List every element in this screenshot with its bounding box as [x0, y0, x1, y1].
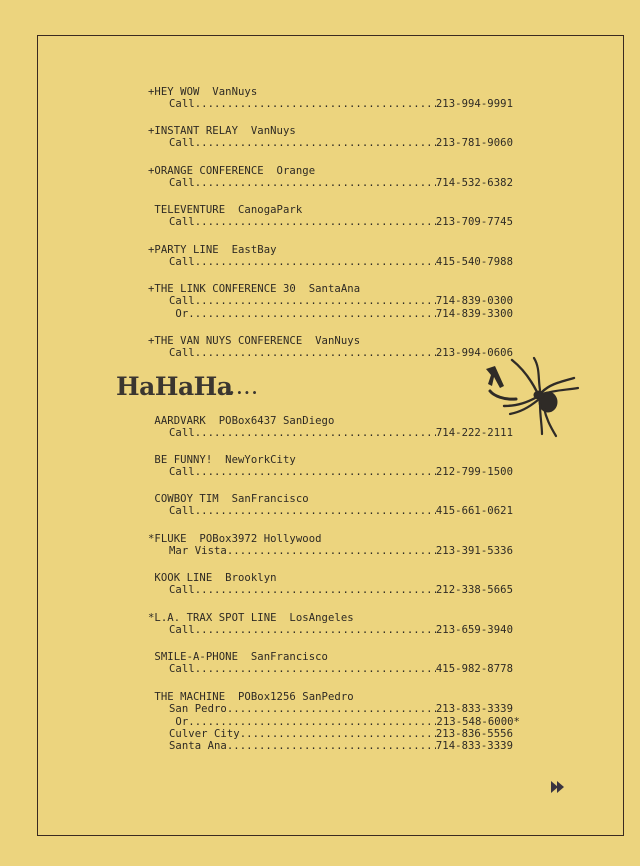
phone-line: [148, 177, 513, 189]
phone-number: 714-532-6382: [435, 177, 513, 190]
phone-line: [148, 308, 513, 320]
phone-label: Or: [169, 307, 189, 320]
phone-number: 213-659-3940: [435, 624, 513, 637]
entry-link-conference: [148, 283, 513, 320]
phone-line: [148, 584, 513, 596]
entry-orange-conference: [148, 165, 513, 190]
phone-line: [148, 545, 513, 557]
leader-dots: [195, 466, 436, 478]
leader-dots: [240, 728, 436, 740]
phone-number: 213-836-5556: [435, 727, 513, 740]
phone-line: [148, 256, 513, 268]
phone-number: 714-839-3300: [435, 307, 513, 320]
phone-label: Call: [169, 505, 195, 518]
phone-number: 714-839-0300: [435, 295, 513, 308]
phone-line: [148, 624, 513, 636]
phone-label: Call: [169, 256, 195, 269]
leader-dots: [195, 347, 436, 359]
phone-line: [148, 703, 513, 715]
phone-label: Call: [169, 347, 195, 360]
phone-number: 714-833-3339: [435, 740, 513, 753]
entry-title: +THE VAN NUYS CONFERENCE VanNuys: [148, 335, 361, 347]
entry-title: KOOK LINE Brooklyn: [148, 572, 277, 584]
phone-label: Culver City: [169, 727, 240, 740]
entry-title: +ORANGE CONFERENCE Orange: [148, 165, 316, 177]
phone-label: Call: [169, 177, 195, 190]
phone-number: 213-391-5336: [435, 545, 513, 558]
phone-line: [148, 347, 513, 359]
phone-label: Call: [169, 427, 195, 440]
phone-number: 213-548-6000*: [436, 715, 520, 728]
phone-number: 213-833-3339: [435, 703, 513, 716]
phone-line: [148, 716, 520, 728]
entry-party-line: [148, 244, 513, 269]
phone-number: 213-709-7745: [435, 216, 513, 229]
phone-label: Call: [169, 466, 195, 479]
entry-kook-line: [148, 572, 513, 597]
leader-dots: [195, 624, 436, 636]
entry-title: *FLUKE POBox3972 Hollywood: [148, 533, 322, 545]
leader-dots: [195, 216, 436, 228]
phone-label: San Pedro: [169, 703, 227, 716]
entry-title: TELEVENTURE CanogaPark: [148, 204, 303, 216]
entry-title: THE MACHINE POBox1256 SanPedro: [148, 691, 354, 703]
leader-dots: [195, 98, 436, 110]
entry-title: +HEY WOW VanNuys: [148, 86, 258, 98]
phone-number: 415-982-8778: [435, 663, 513, 676]
leader-dots: [195, 427, 436, 439]
phone-number: 213-994-0606: [435, 347, 513, 360]
phone-number: 212-799-1500: [435, 466, 513, 479]
phone-number: 415-661-0621: [435, 505, 513, 518]
entry-be-funny: [148, 454, 513, 479]
entry-the-machine: [148, 691, 520, 753]
entry-televenture: [148, 204, 513, 229]
phone-line: [148, 466, 513, 478]
leader-dots: [195, 137, 436, 149]
entry-van-nuys-conference: [148, 335, 513, 360]
phone-line: [148, 728, 513, 740]
phone-number: 415-540-7988: [435, 256, 513, 269]
entry-title: SMILE-A-PHONE SanFrancisco: [148, 651, 328, 663]
leader-dots: [188, 716, 436, 728]
entry-title: COWBOY TIM SanFrancisco: [148, 493, 309, 505]
phone-line: [148, 505, 513, 517]
entry-title: *L.A. TRAX SPOT LINE LosAngeles: [148, 612, 354, 624]
leader-dots: [195, 663, 436, 675]
entry-cowboy-tim: [148, 493, 513, 518]
phone-label: Call: [169, 624, 195, 637]
phone-label: Call: [169, 663, 195, 676]
entry-hey-wow: [148, 86, 513, 111]
phone-label: Or: [169, 715, 189, 728]
leader-dots: [227, 740, 436, 752]
entry-title: +PARTY LINE EastBay: [148, 244, 277, 256]
entry-title: BE FUNNY! NewYorkCity: [148, 454, 296, 466]
phone-line: [148, 98, 513, 110]
phone-line: [148, 427, 513, 439]
phone-number: 213-781-9060: [435, 137, 513, 150]
leader-dots: [195, 584, 436, 596]
phone-label: Call: [169, 216, 195, 229]
leader-dots: [195, 505, 436, 517]
entry-aardvark: [148, 415, 513, 440]
phone-number: 213-994-9991: [435, 98, 513, 111]
leader-dots: [227, 703, 436, 715]
entry-fluke: [148, 533, 513, 558]
fast-forward-icon[interactable]: [551, 781, 565, 793]
leader-dots: [188, 308, 436, 320]
phone-label: Call: [169, 584, 195, 597]
entry-title: +THE LINK CONFERENCE 30 SantaAna: [148, 283, 361, 295]
phone-label: Call: [169, 98, 195, 111]
leader-dots: [195, 177, 436, 189]
leader-dots: [195, 295, 436, 307]
phone-line: [148, 663, 513, 675]
phone-label: Call: [169, 137, 195, 150]
section-heading: HaHaHa: [116, 372, 233, 401]
leader-dots: [227, 545, 436, 557]
entry-la-trax: [148, 612, 513, 637]
phone-label: Santa Ana: [169, 740, 227, 753]
leader-dots: [195, 256, 436, 268]
phone-label: Call: [169, 295, 195, 308]
phone-number: 212-338-5665: [435, 584, 513, 597]
phone-number: 714-222-2111: [435, 427, 513, 440]
phone-line: [148, 740, 513, 752]
entry-instant-relay: [148, 125, 513, 150]
entry-smile-a-phone: [148, 651, 513, 676]
section-heading-dots: ....: [229, 379, 260, 398]
phone-line: [148, 137, 513, 149]
entry-title: +INSTANT RELAY VanNuys: [148, 125, 296, 137]
phone-label: Mar Vista: [169, 545, 227, 558]
phone-line: [148, 295, 513, 307]
entry-title: AARDVARK POBox6437 SanDiego: [148, 415, 335, 427]
phone-line: [148, 216, 513, 228]
